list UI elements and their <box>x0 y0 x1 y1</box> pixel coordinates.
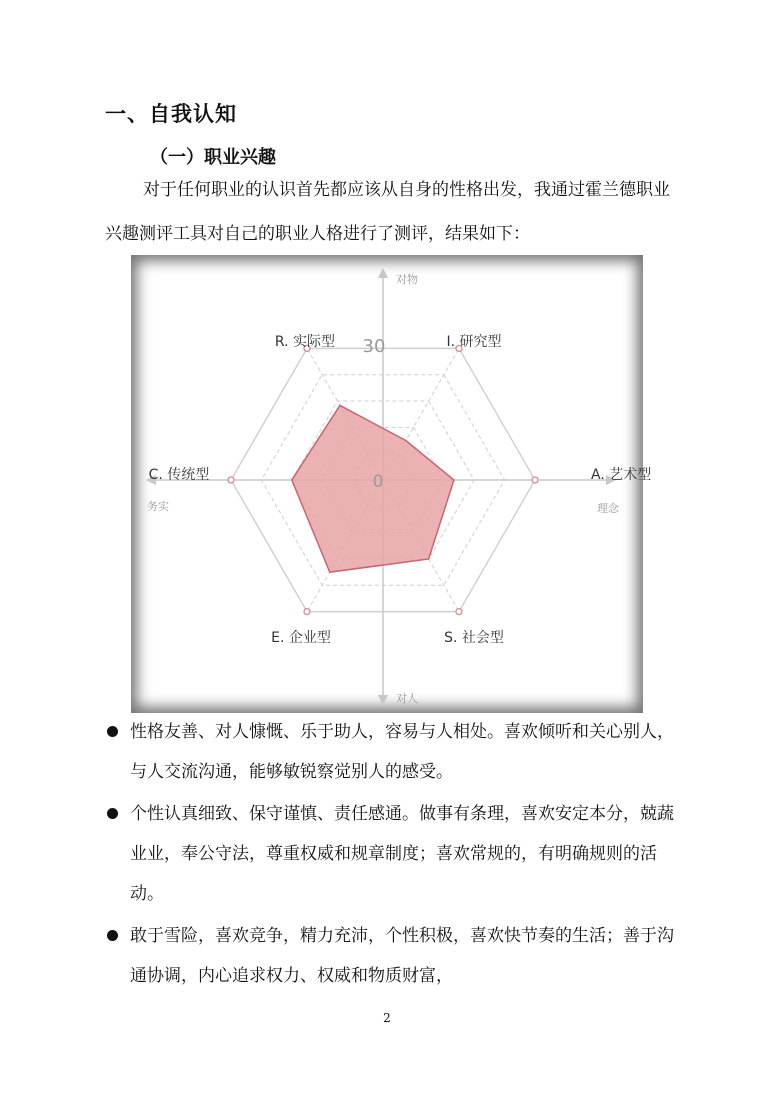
axis-pole-label: 理念 <box>597 502 619 515</box>
radar-axis-label: E. 企业型 <box>271 630 331 646</box>
scale-min-label: 0 <box>372 472 384 492</box>
section-heading: 一、自我认知 <box>105 102 237 126</box>
subsection-heading: （一）职业兴趣 <box>150 147 276 168</box>
bullet-icon <box>107 930 118 941</box>
radar-axis-label: R. 实际型 <box>274 334 336 350</box>
trait-item <box>105 916 680 996</box>
trait-item <box>105 794 680 914</box>
radar-axis-label: C. 传统型 <box>148 467 210 483</box>
radar-axis-label: I. 研究型 <box>446 334 502 350</box>
axis-pole-label: 对物 <box>396 273 418 286</box>
trait-text: 个性认真细致、保守谨慎、责任感通。做事有条理，喜欢安定本分，兢蔬业业，奉公守法，尊重权威和规章制度；喜欢常规的，有明确规则的活动。 <box>130 804 674 904</box>
axis-end-marker <box>456 609 462 615</box>
intro-paragraph: 对于任何职业的认识首先都应该从自身的性格出发，我通过霍兰德职业兴趣测评工具对自己的职业人格进行了测评，结果如下： <box>105 180 670 244</box>
bullet-icon <box>107 808 118 819</box>
axis-end-marker <box>532 477 538 483</box>
axis-pole-label: 务实 <box>147 500 169 513</box>
trait-text: 敢于雪险，喜欢竞争，精力充沛，个性积极，喜欢快节奏的生活；善于沟通协调，内心追求权力、权威和物质财富， <box>130 926 674 986</box>
trait-list <box>105 712 680 998</box>
radar-axis-label: S. 社会型 <box>444 630 504 646</box>
axis-end-marker <box>304 609 310 615</box>
radar-axis-label: A. 艺术型 <box>591 467 652 483</box>
scale-max-label: 30 <box>362 336 386 357</box>
page-number: 2 <box>383 1011 391 1025</box>
trait-text: 性格友善、对人慷慨、乐于助人，容易与人相处。喜欢倾听和关心别人，与人交流沟通，能够敏锐察觉别人的感受。 <box>130 722 674 782</box>
trait-item <box>105 712 680 792</box>
holland-radar-chart <box>131 255 652 713</box>
axis-pole-label: 对人 <box>396 692 418 705</box>
bullet-icon <box>107 726 118 737</box>
radar-svg <box>131 255 652 713</box>
axis-end-marker <box>228 477 234 483</box>
